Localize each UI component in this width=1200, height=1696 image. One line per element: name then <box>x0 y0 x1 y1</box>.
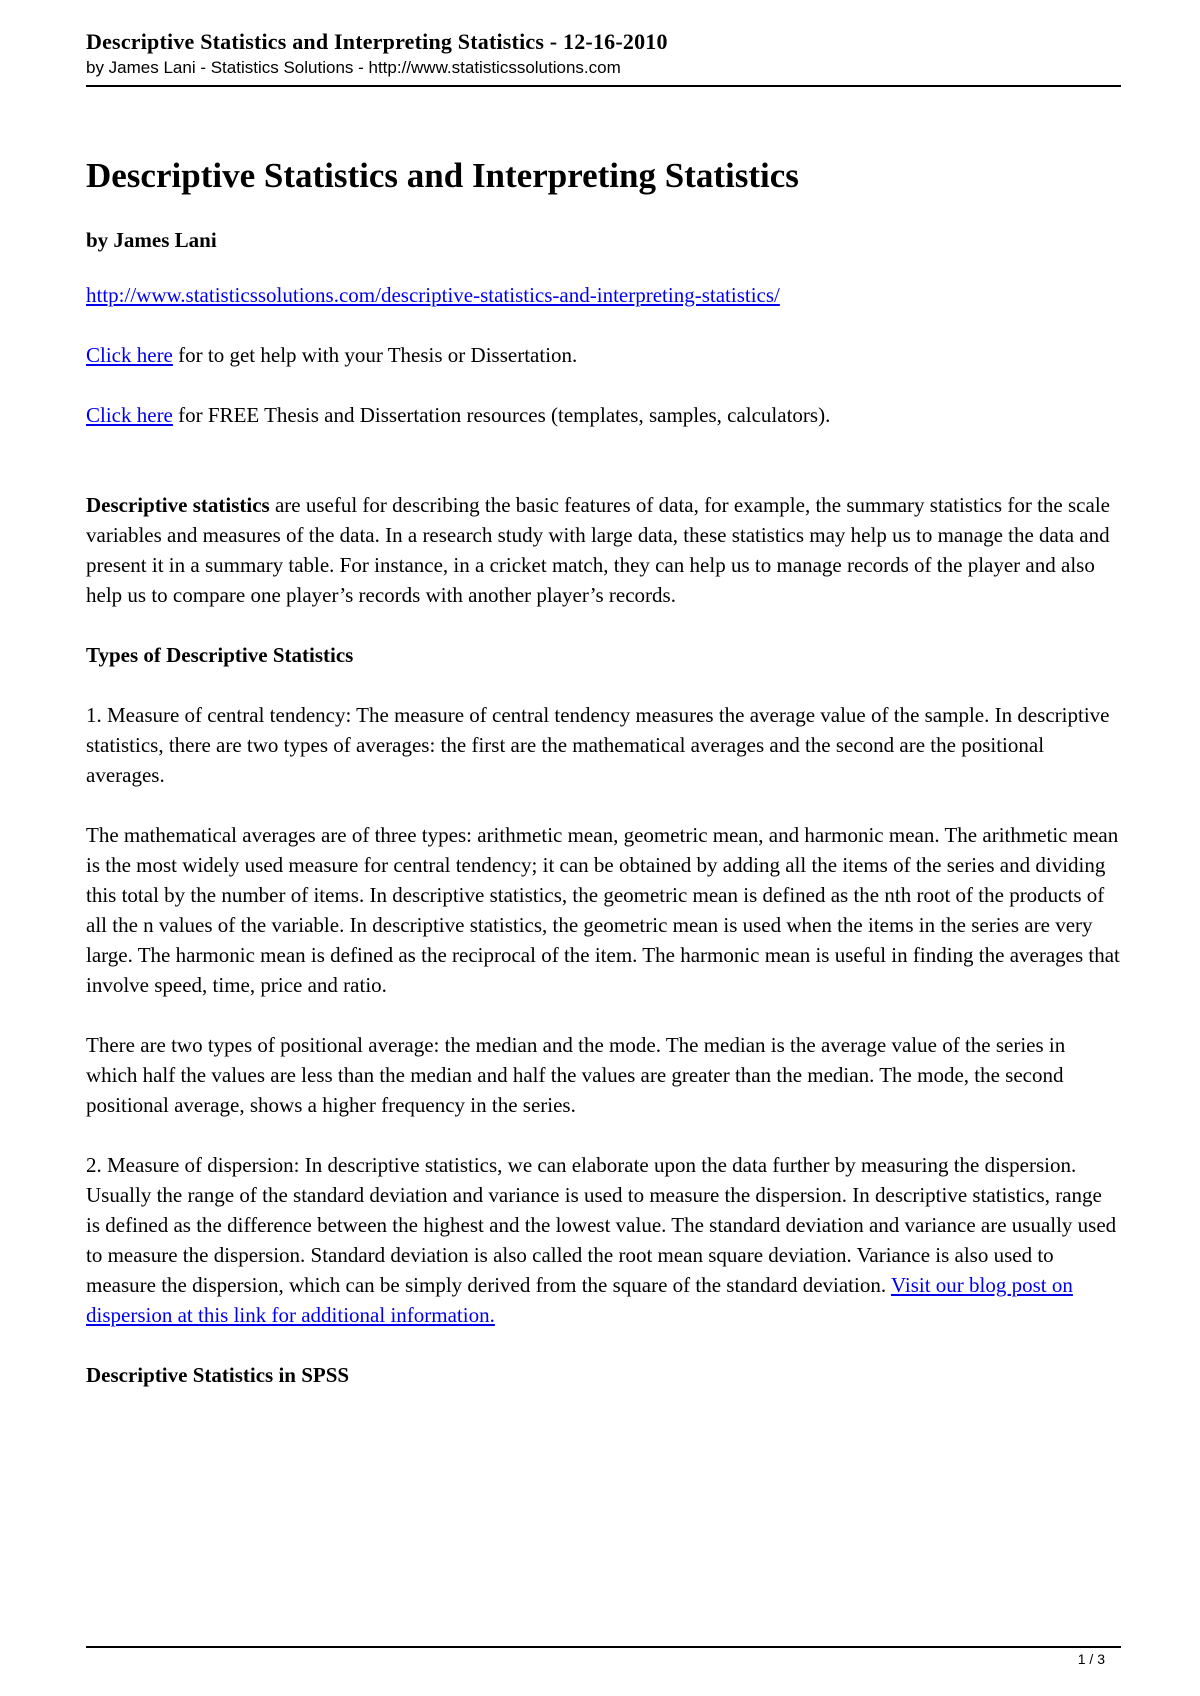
paragraph-dispersion <box>86 1150 1121 1330</box>
header-divider <box>86 85 1121 87</box>
intro-text: are useful for describing the basic features of data, for example, the summary statistics for the scale variables and measures of the data. In a research study with large data, these statistics may help us to manage the data and present it in a summary table. For instance, in a cricket match, they can help us to manage records of the player and also help us to compare one player’s records with another player’s records. <box>86 493 1110 607</box>
intro-paragraph <box>86 490 1121 610</box>
paragraph-positional-averages: There are two types of positional average: the median and the mode. The median is the average value of the series in which half the values are less than the median and half the values are greater than the median. The mode, the second positional average, shows a higher frequency in the series. <box>86 1033 1066 1117</box>
dispersion-text: 2. Measure of dispersion: In descriptive statistics, we can elaborate upon the data further by measuring the dispersion. Usually the range of the standard deviation and variance is used to measure the dispersion. In descriptive statistics, range is defined as the difference between the highest and the lowest value. The standard deviation and variance are usually used to measure the dispersion. Standard deviation is also called the root mean square deviation. Variance is also used to measure the dispersion, which can be simply derived from the square of the standard deviation. <box>86 1153 1117 1297</box>
running-header <box>86 28 1121 80</box>
cta-thesis-help <box>86 340 1121 370</box>
cta-free-resources-text: for FREE Thesis and Dissertation resources (templates, samples, calculators). <box>172 403 831 427</box>
article-body <box>86 155 1121 1420</box>
spacer <box>86 460 1121 490</box>
click-here-link-help[interactable]: Click here <box>86 343 173 367</box>
paragraph-mathematical-averages: The mathematical averages are of three types: arithmetic mean, geometric mean, and harmonic mean. The arithmetic mean is the most widely used measure for central tendency; it can be obtained by adding all the items of the series and dividing this total by the number of items. In descriptive statistics, the geometric mean is defined as the nth root of the products of all the n values of the variable. In descriptive statistics, the geometric mean is used when the items in the series are very large. The harmonic mean is defined as the reciprocal of the item. The harmonic mean is useful in finding the averages that involve speed, time, price and ratio. <box>86 823 1120 997</box>
click-here-link-resources[interactable]: Click here <box>86 403 173 427</box>
article-url-link[interactable]: http://www.statisticssolutions.com/descriptive-statistics-and-interpreting-statistics/ <box>86 283 780 307</box>
running-header-subtitle: by James Lani - Statistics Solutions - http://www.statisticssolutions.com <box>86 58 621 77</box>
section-heading-spss: Descriptive Statistics in SPSS <box>86 1363 350 1387</box>
intro-bold-term: Descriptive statistics <box>86 493 270 517</box>
paragraph-central-tendency: 1. Measure of central tendency: The measure of central tendency measures the average value of the sample. In descriptive statistics, there are two types of averages: the first are the mathematical averages and the second are the positional averages. <box>86 703 1110 787</box>
page-number: 1 / 3 <box>1077 1651 1105 1667</box>
section-heading-types: Types of Descriptive Statistics <box>86 643 354 667</box>
article-author: by James Lani <box>86 228 217 252</box>
cta-free-resources <box>86 400 1121 430</box>
cta-thesis-help-text: for to get help with your Thesis or Dissertation. <box>172 343 578 367</box>
article-title: Descriptive Statistics and Interpreting Statistics <box>86 156 799 195</box>
dispersion-blog-link[interactable]: Visit our blog post on dispersion at this link for additional information. <box>86 1273 1073 1327</box>
footer-divider <box>86 1646 1121 1648</box>
running-header-title: Descriptive Statistics and Interpreting Statistics - 12-16-2010 <box>86 29 668 54</box>
